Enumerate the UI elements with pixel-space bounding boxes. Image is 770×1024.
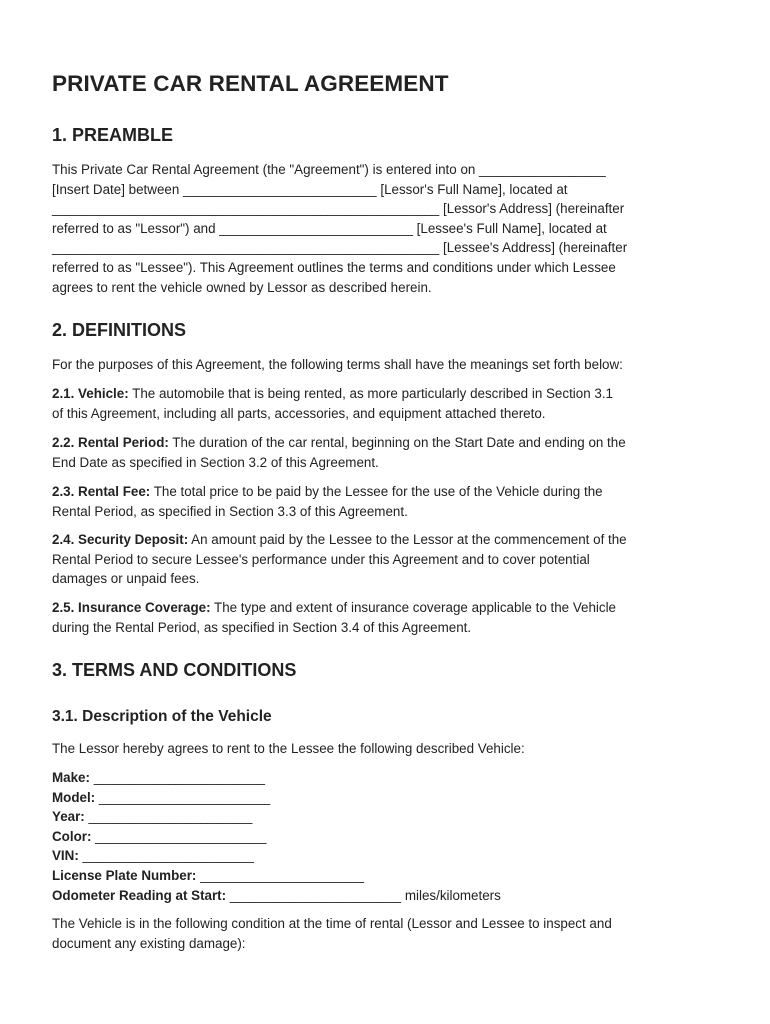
field-label: Year: <box>52 809 85 825</box>
field-label: Model: <box>52 789 96 805</box>
field-blank: _______________________ <box>226 887 402 903</box>
vehicle-description-intro: The Lessor hereby agrees to rent to the Lessee the following described Vehicle: <box>52 741 525 756</box>
field-label: Make: <box>52 770 90 785</box>
field-blank: _______________________ <box>91 828 267 844</box>
field-blank: ______________________ <box>84 809 253 825</box>
section-heading-terms: 3. TERMS AND CONDITIONS <box>52 660 297 680</box>
field-odometer <box>52 886 720 906</box>
definition-security-deposit <box>52 530 720 589</box>
definition-text: The automobile that is being rented, as more particularly described in Section 3.1 <box>128 386 613 401</box>
preamble-line: ____________________________________________________ [Lessee's Address] (hereinafter <box>52 240 628 256</box>
field-license-plate <box>52 866 720 886</box>
field-label: VIN: <box>52 848 79 864</box>
subsection-heading-vehicle-description: 3.1. Description of the Vehicle <box>52 708 272 725</box>
section-heading-definitions: 2. DEFINITIONS <box>52 320 187 340</box>
definition-rental-fee <box>52 482 720 521</box>
preamble-line: ____________________________________________________ [Lessor's Address] (hereinafter <box>52 201 625 217</box>
definition-text: Rental Period to secure Lessee's performance under this Agreement and to cover potential <box>52 551 590 567</box>
definition-text: The type and extent of insurance coverage applicable to the Vehicle <box>210 600 616 615</box>
definitions-intro: For the purposes of this Agreement, the following terms shall have the meanings set forth below: <box>52 357 623 372</box>
definition-text: The total price to be paid by the Lessee for the use of the Vehicle during the <box>150 484 603 499</box>
definition-text: Rental Period, as specified in Section 3.3 of this Agreement. <box>52 503 408 519</box>
definition-term: 2.5. Insurance Coverage: <box>52 600 211 615</box>
definition-text: End Date as specified in Section 3.2 of this Agreement. <box>52 454 379 470</box>
definition-text: of this Agreement, including all parts, accessories, and equipment attached thereto. <box>52 405 546 421</box>
field-make <box>52 768 720 788</box>
preamble-line: referred to as "Lessor") and __________________________ [Lessee's Full Name], located at <box>52 220 607 236</box>
document-title: PRIVATE CAR RENTAL AGREEMENT <box>52 71 449 96</box>
field-blank: _______________________ <box>89 770 265 785</box>
definition-term: 2.2. Rental Period: <box>52 435 169 450</box>
field-blank: _______________________ <box>78 848 254 864</box>
vehicle-fields <box>52 768 720 905</box>
field-year <box>52 807 720 827</box>
definition-insurance-coverage <box>52 598 720 637</box>
preamble-line: referred to as "Lessee"). This Agreement outlines the terms and conditions under which Lessee <box>52 259 616 275</box>
definition-text: An amount paid by the Lessee to the Lessor at the commencement of the <box>188 532 627 547</box>
preamble-line: agrees to rent the vehicle owned by Lessor as described herein. <box>52 279 432 295</box>
definition-text: during the Rental Period, as specified in Section 3.4 of this Agreement. <box>52 619 472 635</box>
condition-line: document any existing damage): <box>52 935 246 951</box>
definition-text: The duration of the car rental, beginning on the Start Date and ending on the <box>168 435 626 450</box>
vehicle-condition-paragraph <box>52 914 720 953</box>
field-label: Odometer Reading at Start: <box>52 887 227 903</box>
field-model <box>52 788 720 808</box>
definition-text: damages or unpaid fees. <box>52 571 200 587</box>
preamble-paragraph <box>52 160 720 297</box>
definition-term: 2.4. Security Deposit: <box>52 532 189 547</box>
definition-rental-period <box>52 433 720 472</box>
field-label: License Plate Number: <box>52 867 197 883</box>
field-color <box>52 827 720 847</box>
field-blank: ______________________ <box>196 867 364 883</box>
definition-term: 2.3. Rental Fee: <box>52 484 151 499</box>
preamble-line: [Insert Date] between __________________________ [Lessor's Full Name], located at <box>52 181 568 197</box>
field-blank: _______________________ <box>95 789 271 805</box>
field-vin <box>52 846 720 866</box>
field-label: Color: <box>52 828 92 844</box>
condition-line: The Vehicle is in the following condition at the time of rental (Lessor and Lessee to inspect and <box>52 916 612 931</box>
definition-term: 2.1. Vehicle: <box>52 386 129 401</box>
definition-vehicle <box>52 384 720 423</box>
field-suffix: miles/kilometers <box>401 887 501 903</box>
section-heading-preamble: 1. PREAMBLE <box>52 125 174 145</box>
preamble-line: This Private Car Rental Agreement (the "Agreement") is entered into on _________________ <box>52 162 606 177</box>
